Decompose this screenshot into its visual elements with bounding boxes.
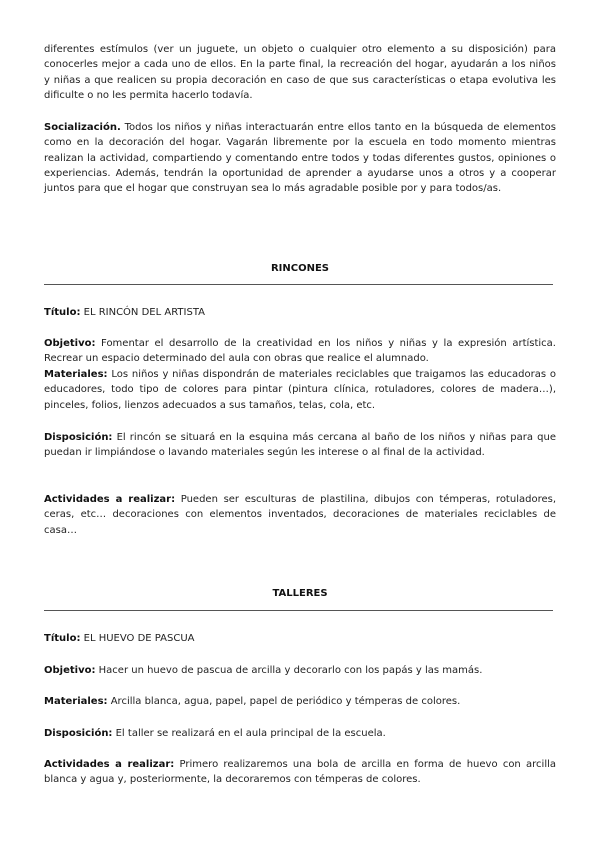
- socializacion-paragraph: [44, 120, 556, 196]
- rincones-objetivo: Objetivo: Fomentar el desarrollo de la creatividad en los niños y niñas y la expresión artística. Recrear un espacio determinado del aula con obras que realice el alumnado.: [44, 338, 556, 365]
- socializacion-label: Socialización.: [44, 122, 121, 133]
- talleres-actividades: Actividades a realizar: Primero realizaremos una bola de arcilla en forma de huevo con arcilla blanca y agua y, posteriormente, la decoraremos con témperas de colores.: [44, 759, 556, 786]
- socializacion-text: Todos los niños y niñas interactuarán entre ellos tanto en la búsqueda de elementos como en la decoración del hogar. Vagarán libremente por la escuela en todo momento mientras realizan la actividad, compartiendo y comentando entre todos y todas diferentes gustos, opiniones o experiencias. Además, tendrán la oportunidad de aprender a ayudarse unos a otros y a cooperar juntos para que el hogar que construyan sea lo más agradable posible por y para todos/as.: [44, 122, 556, 195]
- talleres-heading: TALLERES: [272, 588, 328, 599]
- rincones-disposicion: Disposición: El rincón se situará en la esquina más cercana al baño de los niños y niñas para que puedan ir limpiándose o lavando materiales según les interese o al final de la actividad.: [44, 432, 556, 459]
- talleres-divider: [44, 610, 553, 611]
- rincones-titulo: Título: EL RINCÓN DEL ARTISTA: [44, 307, 205, 318]
- talleres-titulo: Título: EL HUEVO DE PASCUA: [44, 633, 195, 644]
- rincones-divider: [44, 284, 553, 285]
- intro-paragraph: diferentes estímulos (ver un juguete, un objeto o cualquier otro elemento a su disposición) para conocerles mejor a cada uno de ellos. En la parte final, la recreación del hogar, ayudarán a los niños y niñas a que realicen su propia decoración en caso de que sus características o etapa evolutiva les dificulte o no les permita hacerlo todavía.: [44, 44, 556, 101]
- talleres-disposicion: Disposición: El taller se realizará en el aula principal de la escuela.: [44, 728, 386, 739]
- rincones-heading: RINCONES: [270, 263, 330, 274]
- talleres-objetivo: Objetivo: Hacer un huevo de pascua de arcilla y decorarlo con los papás y las mamás.: [44, 665, 483, 676]
- rincones-materiales: Materiales: Los niños y niñas dispondrán de materiales reciclables que traigamos las educadoras o educadores, todo tipo de colores para pintar (pintura clínica, rotuladores, colores de madera…), pinceles, folios, lienzos adecuados a sus tamaños, telas, cola, etc.: [44, 369, 556, 411]
- rincones-actividades: Actividades a realizar: Pueden ser esculturas de plastilina, dibujos con témperas, rotuladores, ceras, etc… decoraciones con elementos inventados, decoraciones de materiales reciclables de casa…: [44, 494, 557, 536]
- talleres-materiales: Materiales: Arcilla blanca, agua, papel, papel de periódico y témperas de colores.: [44, 696, 461, 707]
